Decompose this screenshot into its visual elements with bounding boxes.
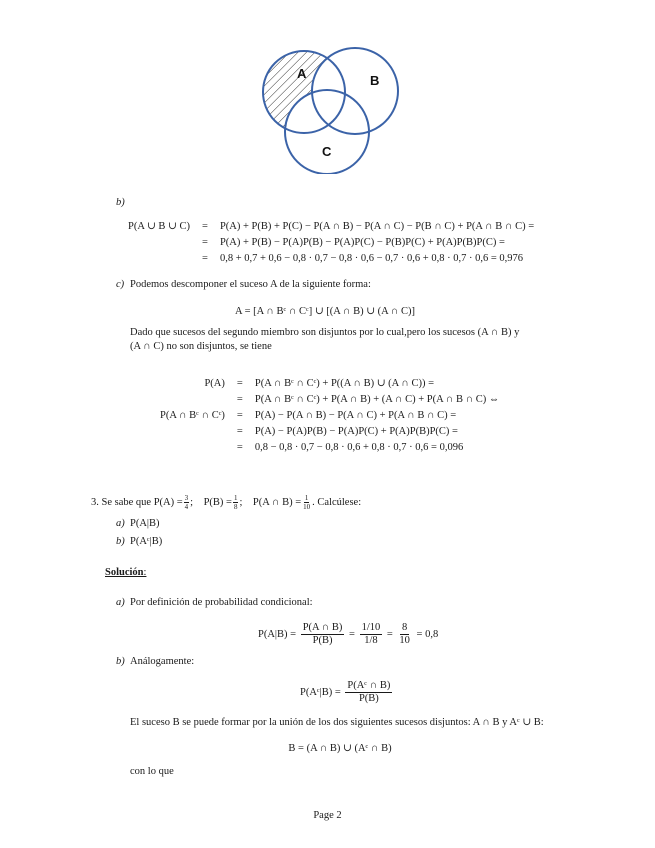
- equation-row: P(A) = P(A ∩ Bᶜ ∩ Cᶜ) + P((A ∩ B) ∪ (A ∩ C)) =: [160, 376, 499, 392]
- equation-lhs: P(A): [204, 378, 225, 389]
- equation-lhs: P(A ∩ Bᶜ ∩ Cᶜ): [160, 410, 225, 421]
- conditional-probability-formula: P(A|B) = $\frac{P(A \cap B)}{P(B)}$ = $\frac{1/10}{1/8}$ = $\frac{8}{10}$ = 0,8: [258, 622, 439, 646]
- equation-rhs: P(A) + P(B) − P(A)P(B) − P(A)P(C) − P(B)P(C) + P(A)P(B)P(C) =: [219, 237, 505, 248]
- equation-row: = 0,8 − 0,8 · 0,7 − 0,8 · 0,6 + 0,8 · 0,7 · 0,6 = 0,096: [160, 440, 499, 456]
- venn-label-c: C: [322, 144, 332, 159]
- equation-rhs: 0,8 − 0,8 · 0,7 − 0,8 · 0,6 + 0,8 · 0,7 · 0,6 = 0,096: [254, 442, 464, 453]
- equation-rhs: P(A) − P(A)P(B) − P(A)P(C) + P(A)P(B)P(C) =: [254, 426, 458, 437]
- part-c-equations: [160, 376, 499, 456]
- equation-lhs: P(A ∪ B ∪ C): [128, 221, 190, 232]
- equation-row: = 0,8 + 0,7 + 0,6 − 0,8 · 0,7 − 0,8 · 0,6 − 0,7 · 0,6 + 0,8 · 0,7 · 0,6 = 0,976: [128, 251, 534, 267]
- page-number: Page 2: [313, 810, 342, 821]
- part-c-text-line-1: Dado que sucesos del segundo miembro son disjuntos por lo cual,pero los sucesos (A ∩ B) y: [130, 327, 520, 338]
- given-pab: P(A ∩ B) = $\frac{1}{10}$: [252, 494, 311, 511]
- complement-probability-formula: P(Aᶜ|B) = $\frac{\text{P(Aᶜ ∩ B)}}{P(B)}$: [300, 680, 391, 704]
- solution-b-intro: b) Análogamente:: [116, 656, 195, 667]
- equation-rhs: P(A) + P(B) + P(C) − P(A ∩ B) − P(A ∩ C) − P(B ∩ C) + P(A ∩ B ∩ C) =: [219, 221, 535, 232]
- equation-rhs: 0,8 + 0,7 + 0,6 − 0,8 · 0,7 − 0,8 · 0,6 − 0,7 · 0,6 + 0,8 · 0,7 · 0,6 = 0,976: [219, 253, 524, 264]
- list-item: a) P(A|B): [116, 518, 160, 529]
- solution-b-paragraph: El suceso B se puede formar por la unión de los dos siguientes sucesos disjuntos: A ∩ B y Aᶜ ∪ B:: [130, 717, 544, 728]
- part-c-intro: Podemos descomponer el suceso A de la siguiente forma:: [130, 279, 371, 290]
- list-item: b) P(Aᶜ|B): [116, 536, 163, 547]
- equation-row: P(A ∪ B ∪ C) = P(A) + P(B) + P(C) − P(A ∩ B) − P(A ∩ C) − P(B ∩ C) + P(A ∩ B ∩ C) =: [128, 219, 534, 235]
- part-b-equations: [128, 219, 534, 267]
- solution-b-tail: con lo que: [130, 766, 174, 777]
- venn-label-b: B: [370, 73, 380, 88]
- part-c-text-line-2: (A ∩ C) no son disjuntos, se tiene: [130, 341, 272, 352]
- given-pa: P(A) = $\frac{3}{4}$ ;: [153, 494, 194, 511]
- solution-a-intro: a) Por definición de probabilidad condicional:: [116, 597, 313, 608]
- equation-row: = P(A ∩ Bᶜ ∩ Cᶜ) + P(A ∩ B) + (A ∩ C) + P(A ∩ B ∩ C) ⇔: [160, 392, 499, 408]
- problem-number: 3.: [91, 496, 99, 508]
- venn-label-a: A: [297, 66, 307, 81]
- equation-rhs: P(A ∩ Bᶜ ∩ Cᶜ) + P(A ∩ B) + (A ∩ C) + P(A ∩ B ∩ C) ⇔: [254, 394, 500, 405]
- equation-row: P(A ∩ Bᶜ ∩ Cᶜ) = P(A) − P(A ∩ B) − P(A ∩ C) + P(A ∩ B ∩ C) =: [160, 408, 499, 424]
- b-union-equation: B = (A ∩ B) ∪ (Aᶜ ∩ B): [288, 743, 392, 754]
- given-pb: P(B) = $\frac{1}{8}$ ;: [203, 494, 243, 511]
- equation-rhs: P(A ∩ Bᶜ ∩ Cᶜ) + P((A ∩ B) ∪ (A ∩ C)) =: [254, 378, 435, 389]
- equation-row: = P(A) − P(A)P(B) − P(A)P(C) + P(A)P(B)P(C) =: [160, 424, 499, 440]
- venn-diagram: [255, 44, 405, 174]
- problem-3-statement: 3. Se sabe que P(A) = $\frac{3}{4}$ ; P(B) = $\frac{1}{8}$ ; P(A ∩ B) = $\frac{1}{10}$ . Calcúlese:: [91, 494, 362, 511]
- equation-rhs: P(A) − P(A ∩ B) − P(A ∩ C) + P(A ∩ B ∩ C) =: [254, 410, 457, 421]
- part-b-marker: b): [116, 197, 125, 208]
- equation-row: = P(A) + P(B) − P(A)P(B) − P(A)P(C) − P(B)P(C) + P(A)P(B)P(C) =: [128, 235, 534, 251]
- solution-heading: Solución:: [105, 567, 147, 578]
- decomposition-equation: A = [A ∩ Bᶜ ∩ Cᶜ] ∪ [(A ∩ B) ∪ (A ∩ C)]: [235, 306, 415, 317]
- part-c-marker: c): [116, 279, 125, 290]
